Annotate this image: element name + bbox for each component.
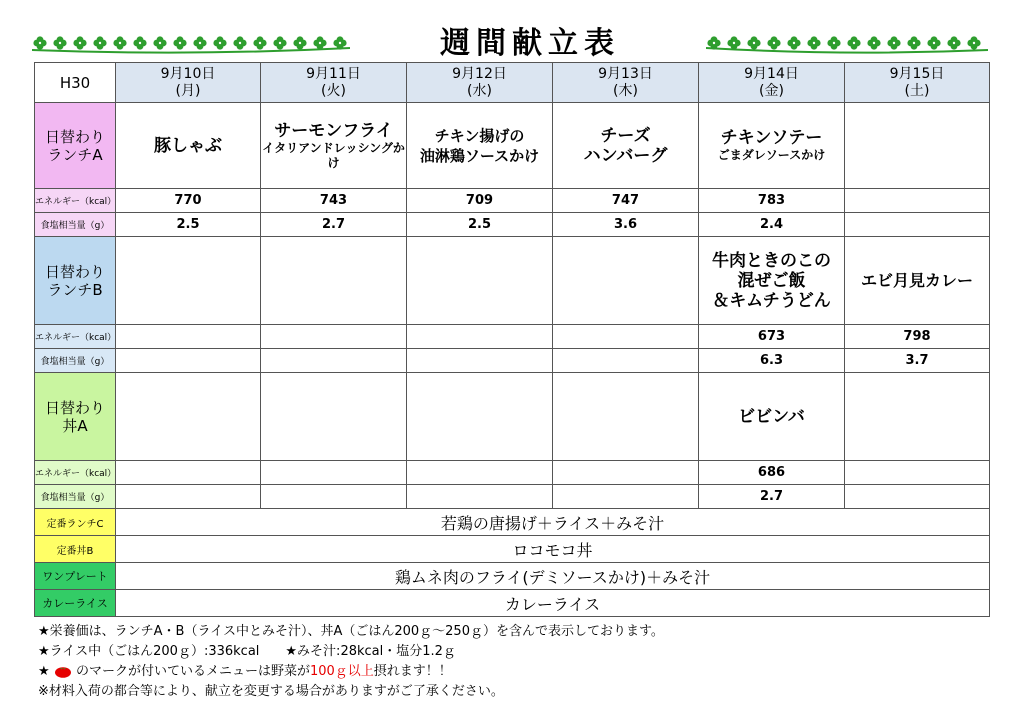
lunch-a-dish	[553, 103, 699, 189]
day-header	[699, 63, 845, 103]
curry-row	[35, 590, 990, 617]
note-miso: ★みそ汁:28kcal・塩分1.2ｇ	[285, 644, 456, 659]
day-date: 9月12日	[452, 65, 507, 82]
day-of-week: (土)	[904, 82, 930, 99]
energy-value	[553, 461, 699, 485]
clover-decoration-left	[32, 30, 350, 56]
teiban-c-label: 定番ランチC	[35, 509, 116, 536]
teiban-b-dish: ロコモコ丼	[116, 536, 990, 563]
salt-value	[116, 349, 261, 373]
lunch-a-dish	[407, 103, 553, 189]
don-a-dish	[261, 373, 407, 461]
note-vegetable: のマークが付いているメニューは野菜が	[75, 664, 310, 679]
note-vegetable-end: 摂れます！！	[373, 664, 452, 679]
salt-value: 3.7	[845, 349, 990, 373]
energy-value	[407, 325, 553, 349]
lunch-a-dish	[699, 103, 845, 189]
label-line: ランチA	[47, 145, 103, 164]
note-vegetable-amount: 100ｇ以上	[309, 664, 374, 679]
lunch-b-dish	[553, 237, 699, 325]
energy-value	[261, 325, 407, 349]
salt-label: 食塩相当量（g）	[35, 349, 116, 373]
energy-value: 747	[553, 189, 699, 213]
tomato-icon	[54, 665, 72, 678]
salt-value: 3.6	[553, 213, 699, 237]
day-of-week: (月)	[175, 82, 201, 99]
energy-value: 686	[699, 461, 845, 485]
lunch-a-label	[35, 103, 116, 189]
don-a-label	[35, 373, 116, 461]
salt-value	[553, 485, 699, 509]
day-date: 9月13日	[598, 65, 653, 82]
note-rice: ★ライス中（ごはん200ｇ）:336kcal	[38, 644, 260, 659]
curry-dish: カレーライス	[116, 590, 990, 617]
don-a-dish: ビビンバ	[699, 373, 845, 461]
salt-value: 2.4	[699, 213, 845, 237]
dish-subtitle: イタリアンドレッシングかけ	[262, 140, 405, 170]
energy-value: 743	[261, 189, 407, 213]
dish-subtitle: ごまダレソースかけ	[717, 148, 826, 162]
salt-value	[261, 349, 407, 373]
dish-name: チキン揚げの	[434, 126, 525, 145]
lunch-a-dish	[261, 103, 407, 189]
label-line: 日替わり	[44, 398, 105, 417]
footnotes	[38, 622, 664, 702]
teiban-b-label: 定番丼B	[35, 536, 116, 563]
label-line: 丼A	[62, 416, 88, 435]
energy-value	[116, 461, 261, 485]
salt-value: 6.3	[699, 349, 845, 373]
energy-value: 770	[116, 189, 261, 213]
energy-label: エネルギー（kcal）	[35, 461, 116, 485]
salt-value	[407, 485, 553, 509]
dish-name: チーズ	[600, 125, 651, 146]
clover-decoration-right	[706, 30, 988, 56]
salt-value	[116, 485, 261, 509]
day-date: 9月14日	[744, 65, 799, 82]
dish-name: 豚しゃぶ	[154, 135, 222, 156]
salt-value	[407, 349, 553, 373]
lunch-b-dish	[845, 237, 990, 325]
dish-subtitle: ハンバーグ	[583, 145, 668, 166]
lunch-b-salt-row	[35, 349, 990, 373]
day-date: 9月10日	[160, 65, 216, 82]
note-star: ★	[38, 664, 50, 679]
lunch-a-energy-row	[35, 189, 990, 213]
don-a-dish	[553, 373, 699, 461]
energy-value: 709	[407, 189, 553, 213]
salt-value	[845, 485, 990, 509]
clover-row-left-icon	[32, 30, 350, 56]
lunch-b-energy-row	[35, 325, 990, 349]
lunch-a-dish	[116, 103, 261, 189]
don-a-dish-row	[35, 373, 990, 461]
oneplate-dish: 鶏ムネ肉のフライ(デミソースかけ)＋みそ汁	[116, 563, 990, 590]
day-of-week: (木)	[613, 82, 638, 99]
weekly-menu-table	[34, 62, 990, 617]
energy-label: エネルギー（kcal）	[35, 189, 116, 213]
energy-label: エネルギー（kcal）	[35, 325, 116, 349]
lunch-b-dish	[116, 237, 261, 325]
energy-value: 798	[845, 325, 990, 349]
lunch-a-dish	[845, 103, 990, 189]
day-of-week: (火)	[321, 82, 346, 99]
don-a-dish	[116, 373, 261, 461]
salt-value: 2.5	[116, 213, 261, 237]
clover-row-right-icon	[706, 30, 988, 56]
label-line: ランチB	[47, 280, 103, 299]
energy-value	[845, 189, 990, 213]
oneplate-label: ワンプレート	[35, 563, 116, 590]
day-header	[845, 63, 990, 103]
label-line: 日替わり	[44, 127, 105, 146]
teiban-b-row	[35, 536, 990, 563]
energy-value: 673	[699, 325, 845, 349]
salt-label: 食塩相当量（g）	[35, 485, 116, 509]
energy-value	[845, 461, 990, 485]
note-line: ※材料入荷の都合等により、献立を変更する場合がありますがご了承ください。	[38, 684, 504, 699]
label-line: 日替わり	[44, 262, 105, 281]
dish-line: ＆キムチうどん	[712, 290, 831, 311]
dish-subtitle: 油淋鶏ソースかけ	[419, 146, 540, 165]
day-header	[261, 63, 407, 103]
dish-line: 混ぜご飯	[737, 270, 806, 291]
lunch-b-dish	[407, 237, 553, 325]
energy-value: 783	[699, 189, 845, 213]
dish-line: エビ月見カレー	[860, 270, 973, 290]
dish-name: チキンソテー	[720, 128, 823, 148]
lunch-a-dish-row	[35, 103, 990, 189]
note-line	[38, 642, 664, 662]
day-of-week: (金)	[759, 82, 784, 99]
day-header	[407, 63, 553, 103]
page-title: 週間献立表	[440, 26, 620, 61]
don-a-salt-row	[35, 485, 990, 509]
salt-value	[261, 485, 407, 509]
salt-value: 2.5	[407, 213, 553, 237]
dish-line: 牛肉ときのこの	[712, 250, 831, 271]
lunch-b-label	[35, 237, 116, 325]
don-a-dish	[845, 373, 990, 461]
note-line	[38, 662, 664, 682]
day-of-week: (水)	[467, 82, 492, 99]
day-header	[116, 63, 261, 103]
don-a-dish	[407, 373, 553, 461]
lunch-b-dish-row	[35, 237, 990, 325]
curry-label: カレーライス	[35, 590, 116, 617]
salt-value: 2.7	[699, 485, 845, 509]
lunch-b-dish	[261, 237, 407, 325]
day-date: 9月15日	[889, 65, 945, 82]
day-header	[553, 63, 699, 103]
energy-value	[116, 325, 261, 349]
energy-value	[553, 325, 699, 349]
salt-value: 2.7	[261, 213, 407, 237]
lunch-b-dish	[699, 237, 845, 325]
lunch-a-salt-row	[35, 213, 990, 237]
year-cell: H30	[35, 63, 116, 103]
header-row	[35, 63, 990, 103]
teiban-c-dish: 若鶏の唐揚げ＋ライス＋みそ汁	[116, 509, 990, 536]
salt-value	[845, 213, 990, 237]
teiban-c-row	[35, 509, 990, 536]
energy-value	[407, 461, 553, 485]
oneplate-row	[35, 563, 990, 590]
don-a-energy-row	[35, 461, 990, 485]
salt-value	[553, 349, 699, 373]
energy-value	[261, 461, 407, 485]
day-date: 9月11日	[306, 65, 361, 82]
salt-label: 食塩相当量（g）	[35, 213, 116, 237]
note-line: ★栄養価は、ランチA・B（ライス中とみそ汁）、丼A（ごはん200ｇ～250ｇ）を含んで表示しております。	[38, 624, 664, 639]
dish-name: サーモンフライ	[274, 120, 393, 141]
